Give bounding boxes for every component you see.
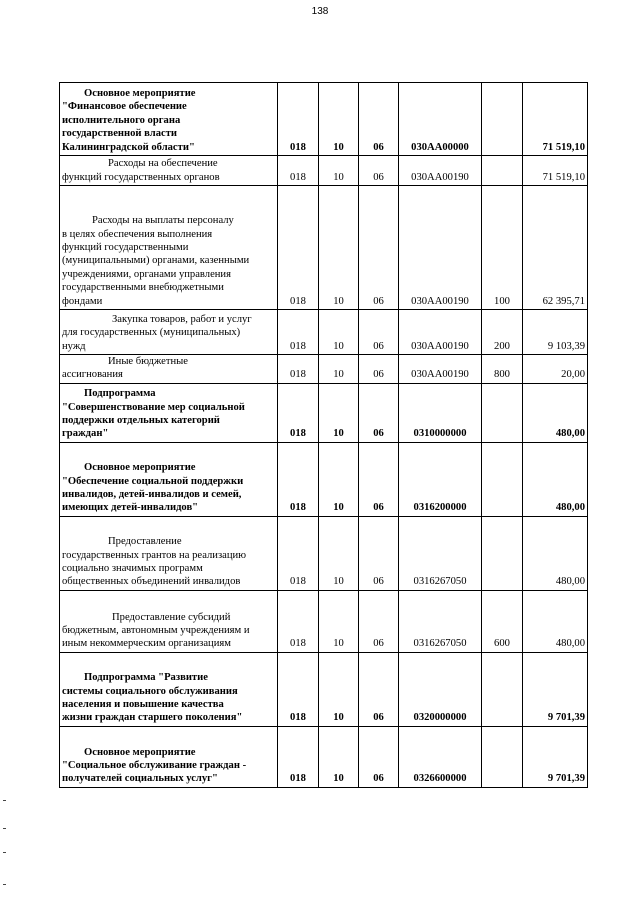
row-name-line: Предоставление xyxy=(108,536,182,548)
row-name-line: Основное мероприятие xyxy=(84,87,196,99)
row-name-line: иным некоммерческим организациям xyxy=(62,638,231,650)
cell-amount: 71 519,10 xyxy=(523,83,588,156)
cell-section: 10 xyxy=(319,590,359,652)
row-name xyxy=(60,652,278,726)
row-name-line: "Социальное обслуживание граждан - xyxy=(62,760,247,771)
table-row xyxy=(60,383,588,442)
cell-expense-type: 600 xyxy=(482,590,523,652)
row-name-line: учреждениями, органами управления xyxy=(62,268,231,280)
cell-subsection: 06 xyxy=(359,442,399,516)
row-name-line: инвалидов, детей-инвалидов и семей, xyxy=(62,489,242,500)
row-name-line: фондами xyxy=(62,295,103,307)
row-name-line: Расходы на выплаты персоналу xyxy=(92,215,234,227)
cell-ved: 018 xyxy=(278,186,319,310)
cell-target-item: 0310000000 xyxy=(399,383,482,442)
cell-target-item: 0316267050 xyxy=(399,590,482,652)
row-name-line: государственных грантов на реализацию xyxy=(62,549,247,561)
cell-subsection: 06 xyxy=(359,590,399,652)
cell-section: 10 xyxy=(319,156,359,186)
row-name xyxy=(60,310,278,355)
row-name-line: Основное мероприятие xyxy=(84,462,196,474)
cell-subsection: 06 xyxy=(359,383,399,442)
cell-amount: 9 701,39 xyxy=(523,652,588,726)
row-name-line: (муниципальными) органами, казенными xyxy=(62,255,250,267)
row-name-line: Иные бюджетные xyxy=(108,356,188,367)
cell-expense-type xyxy=(482,516,523,590)
cell-expense-type: 200 xyxy=(482,310,523,355)
cell-section: 10 xyxy=(319,383,359,442)
cell-expense-type: 800 xyxy=(482,355,523,384)
row-name-line: в целях обеспечения выполнения xyxy=(62,228,213,240)
cell-ved: 018 xyxy=(278,355,319,384)
row-name xyxy=(60,442,278,516)
row-name-line: нужд xyxy=(62,340,86,352)
row-name-line: граждан" xyxy=(62,428,109,440)
cell-amount: 480,00 xyxy=(523,383,588,442)
cell-expense-type xyxy=(482,383,523,442)
cell-subsection: 06 xyxy=(359,355,399,384)
row-name-line: Калининградской области" xyxy=(62,141,195,153)
row-name xyxy=(60,156,278,186)
row-name-line: Закупка товаров, работ и услуг xyxy=(112,313,252,325)
cell-target-item: 030АА00190 xyxy=(399,355,482,384)
row-name-line: системы социального обслуживания xyxy=(62,685,238,697)
row-name-line: жизни граждан старшего поколения" xyxy=(62,712,243,724)
row-name xyxy=(60,83,278,156)
table-row xyxy=(60,516,588,590)
margin-scan-marks xyxy=(3,800,7,900)
cell-subsection: 06 xyxy=(359,652,399,726)
row-name-line: имеющих детей-инвалидов" xyxy=(62,502,199,514)
cell-ved: 018 xyxy=(278,383,319,442)
row-name xyxy=(60,355,278,384)
cell-expense-type xyxy=(482,442,523,516)
table-row xyxy=(60,83,588,156)
cell-amount: 20,00 xyxy=(523,355,588,384)
cell-ved: 018 xyxy=(278,726,319,787)
row-name-line: Подпрограмма xyxy=(84,388,156,400)
cell-section: 10 xyxy=(319,186,359,310)
cell-ved: 018 xyxy=(278,652,319,726)
cell-target-item: 0320000000 xyxy=(399,652,482,726)
cell-ved: 018 xyxy=(278,83,319,156)
cell-target-item: 0326600000 xyxy=(399,726,482,787)
row-name xyxy=(60,186,278,310)
row-name-line: государственными внебюджетными xyxy=(62,282,224,294)
cell-section: 10 xyxy=(319,310,359,355)
row-name-line: исполнительного органа xyxy=(62,114,181,126)
cell-amount: 480,00 xyxy=(523,442,588,516)
row-name-line: получателей социальных услуг" xyxy=(62,773,218,785)
cell-ved: 018 xyxy=(278,156,319,186)
cell-ved: 018 xyxy=(278,516,319,590)
row-name-line: государственной власти xyxy=(62,128,177,140)
table-row xyxy=(60,590,588,652)
cell-section: 10 xyxy=(319,726,359,787)
cell-section: 10 xyxy=(319,442,359,516)
table-row xyxy=(60,310,588,355)
cell-expense-type xyxy=(482,83,523,156)
table-row xyxy=(60,355,588,384)
cell-target-item: 0316200000 xyxy=(399,442,482,516)
cell-ved: 018 xyxy=(278,590,319,652)
cell-target-item: 030АА00190 xyxy=(399,156,482,186)
row-name xyxy=(60,726,278,787)
cell-section: 10 xyxy=(319,83,359,156)
cell-subsection: 06 xyxy=(359,186,399,310)
table-row xyxy=(60,156,588,186)
cell-target-item: 0316267050 xyxy=(399,516,482,590)
cell-expense-type xyxy=(482,726,523,787)
cell-subsection: 06 xyxy=(359,310,399,355)
row-name-line: Подпрограмма "Развитие xyxy=(84,672,208,684)
cell-section: 10 xyxy=(319,516,359,590)
cell-amount: 71 519,10 xyxy=(523,156,588,186)
cell-ved: 018 xyxy=(278,442,319,516)
row-name-line: ассигнования xyxy=(62,369,123,381)
row-name-line: поддержки отдельных категорий xyxy=(62,415,220,426)
cell-amount: 9 103,39 xyxy=(523,310,588,355)
page-number: 138 xyxy=(311,6,329,17)
table-row xyxy=(60,726,588,787)
row-name xyxy=(60,383,278,442)
row-name-line: для государственных (муниципальных) xyxy=(62,327,241,339)
row-name-line: общественных объединений инвалидов xyxy=(62,576,241,588)
cell-expense-type xyxy=(482,652,523,726)
row-name-line: Предоставление субсидий xyxy=(112,611,231,623)
row-name-line: функций государственных органов xyxy=(62,171,220,183)
cell-amount: 480,00 xyxy=(523,516,588,590)
table-row xyxy=(60,652,588,726)
cell-amount: 480,00 xyxy=(523,590,588,652)
row-name xyxy=(60,516,278,590)
table-row xyxy=(60,186,588,310)
cell-target-item: 030АА00000 xyxy=(399,83,482,156)
cell-subsection: 06 xyxy=(359,83,399,156)
row-name-line: Расходы на обеспечение xyxy=(108,158,218,170)
cell-amount: 9 701,39 xyxy=(523,726,588,787)
row-name-line: "Совершенствование мер социальной xyxy=(62,401,245,413)
cell-target-item: 030АА00190 xyxy=(399,310,482,355)
cell-target-item: 030АА00190 xyxy=(399,186,482,310)
cell-expense-type: 100 xyxy=(482,186,523,310)
budget-table xyxy=(59,82,588,788)
row-name xyxy=(60,590,278,652)
cell-subsection: 06 xyxy=(359,726,399,787)
cell-amount: 62 395,71 xyxy=(523,186,588,310)
row-name-line: "Обеспечение социальной поддержки xyxy=(62,475,244,487)
row-name-line: "Финансовое обеспечение xyxy=(62,101,187,113)
row-name-line: населения и повышение качества xyxy=(62,699,224,710)
row-name-line: Основное мероприятие xyxy=(84,746,196,758)
cell-section: 10 xyxy=(319,652,359,726)
cell-expense-type xyxy=(482,156,523,186)
cell-ved: 018 xyxy=(278,310,319,355)
cell-subsection: 06 xyxy=(359,156,399,186)
cell-section: 10 xyxy=(319,355,359,384)
row-name-line: социально значимых программ xyxy=(62,563,203,574)
row-name-line: бюджетным, автономным учреждениям и xyxy=(62,625,250,636)
table-row xyxy=(60,442,588,516)
cell-subsection: 06 xyxy=(359,516,399,590)
row-name-line: функций государственными xyxy=(62,241,189,253)
